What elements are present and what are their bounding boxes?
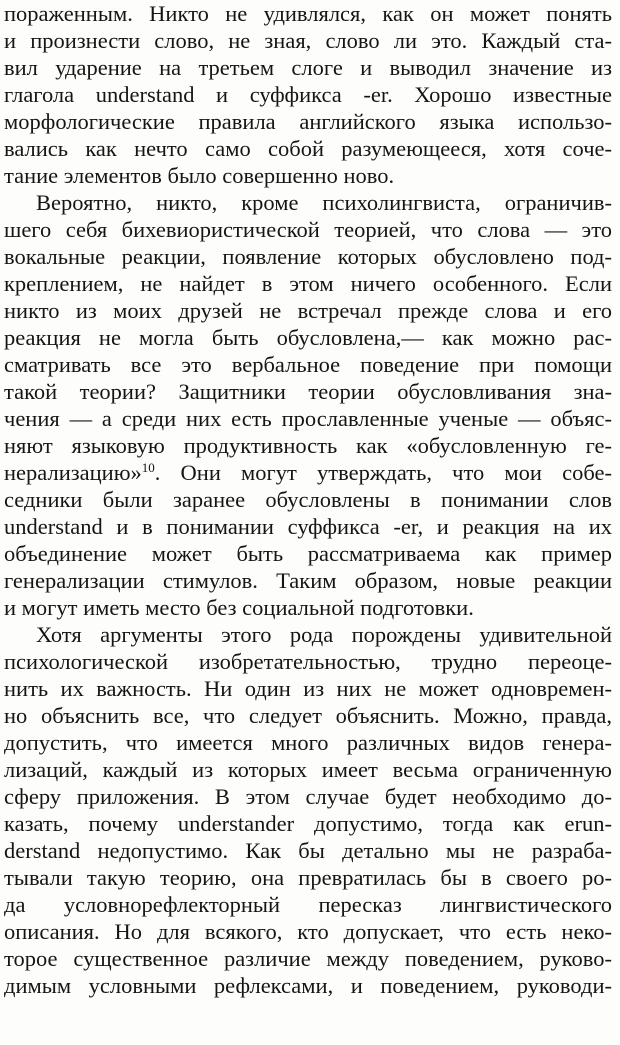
text-line: и могут иметь место без социальной подготовки. bbox=[4, 595, 474, 620]
text-line: но объяснить все, что следует объяснить. Можно, правда, bbox=[4, 703, 612, 728]
paragraph-start-line: Вероятно, никто, кроме психолингвиста, ограничив- bbox=[36, 190, 612, 215]
text-line: торое существенное различие между поведением, руково- bbox=[4, 946, 612, 971]
text-line: глагола understand и суффикса -er. Хорошо известные bbox=[4, 82, 612, 107]
text-fragment: нерализацию» bbox=[4, 460, 142, 485]
text-line: чения — а среди них есть прославленные ученые — объяс- bbox=[4, 406, 612, 431]
text-line: шего себя бихевиористической теорией, что слова — это bbox=[4, 217, 612, 242]
text-line: лизаций, каждый из которых имеет весьма ограниченную bbox=[4, 757, 612, 782]
text-line: генерализации стимулов. Таким образом, новые реакции bbox=[4, 568, 612, 593]
text-line: описания. Но для всякого, кто допускает, что есть неко- bbox=[4, 919, 612, 944]
text-line: такой теории? Защитники теории обусловливания зна- bbox=[4, 379, 612, 404]
text-line-with-footnote-ref bbox=[4, 460, 612, 486]
text-line: психологической изобретательностью, трудно переоце- bbox=[4, 649, 612, 674]
text-line: объединение может быть рассматриваема как пример bbox=[4, 541, 612, 566]
text-line: сферу приложения. В этом случае будет необходимо до- bbox=[4, 784, 612, 809]
text-fragment: . Они могут утверждать, что мои собе- bbox=[154, 460, 612, 485]
text-line: derstand недопустимо. Как бы детально мы не разраба- bbox=[4, 838, 612, 863]
text-line: никто из моих друзей не встречал прежде слова и его bbox=[4, 298, 612, 323]
text-line: и произнести слово, не зная, слово ли это. Каждый ста- bbox=[4, 28, 612, 53]
text-line: да условнорефлекторный пересказ лингвистического bbox=[4, 892, 612, 917]
text-line: нить их важность. Ни один из них не может одновремен- bbox=[4, 676, 612, 701]
text-line: креплением, не найдет в этом ничего особенного. Если bbox=[4, 271, 612, 296]
text-line: допустить, что имеется много различных видов генера- bbox=[4, 730, 612, 755]
text-line: няют языковую продуктивность как «обусловленную ге- bbox=[4, 433, 612, 458]
text-line: understand и в понимании суффикса -er, и реакция на их bbox=[4, 514, 612, 539]
text-line: казать, почему understander допустимо, тогда как erun- bbox=[4, 811, 612, 836]
text-line: тывали такую теорию, она превратилась бы в своего ро- bbox=[4, 865, 612, 890]
text-line: сматривать все это вербальное поведение при помощи bbox=[4, 352, 612, 377]
paragraph-start-line: Хотя аргументы этого рода порождены удивительной bbox=[36, 622, 612, 647]
text-line: реакция не могла быть обусловлена,— как можно рас- bbox=[4, 325, 612, 350]
text-line: димым условными рефлексами, и поведением, руководи- bbox=[4, 973, 612, 998]
text-line: вались как нечто само собой разумеющееся, хотя соче- bbox=[4, 136, 612, 161]
text-line: седники были заранее обусловлены в понимании слов bbox=[4, 487, 612, 512]
text-line: тание элементов было совершенно ново. bbox=[4, 163, 395, 188]
text-line: вокальные реакции, появление которых обусловлено под- bbox=[4, 244, 612, 269]
text-line: пораженным. Никто не удивлялся, как он может понять bbox=[4, 1, 612, 26]
text-line: морфологические правила английского языка использо- bbox=[4, 109, 612, 134]
footnote-reference[interactable]: 10 bbox=[141, 460, 155, 475]
text-line: вил ударение на третьем слоге и выводил значение из bbox=[4, 55, 612, 80]
